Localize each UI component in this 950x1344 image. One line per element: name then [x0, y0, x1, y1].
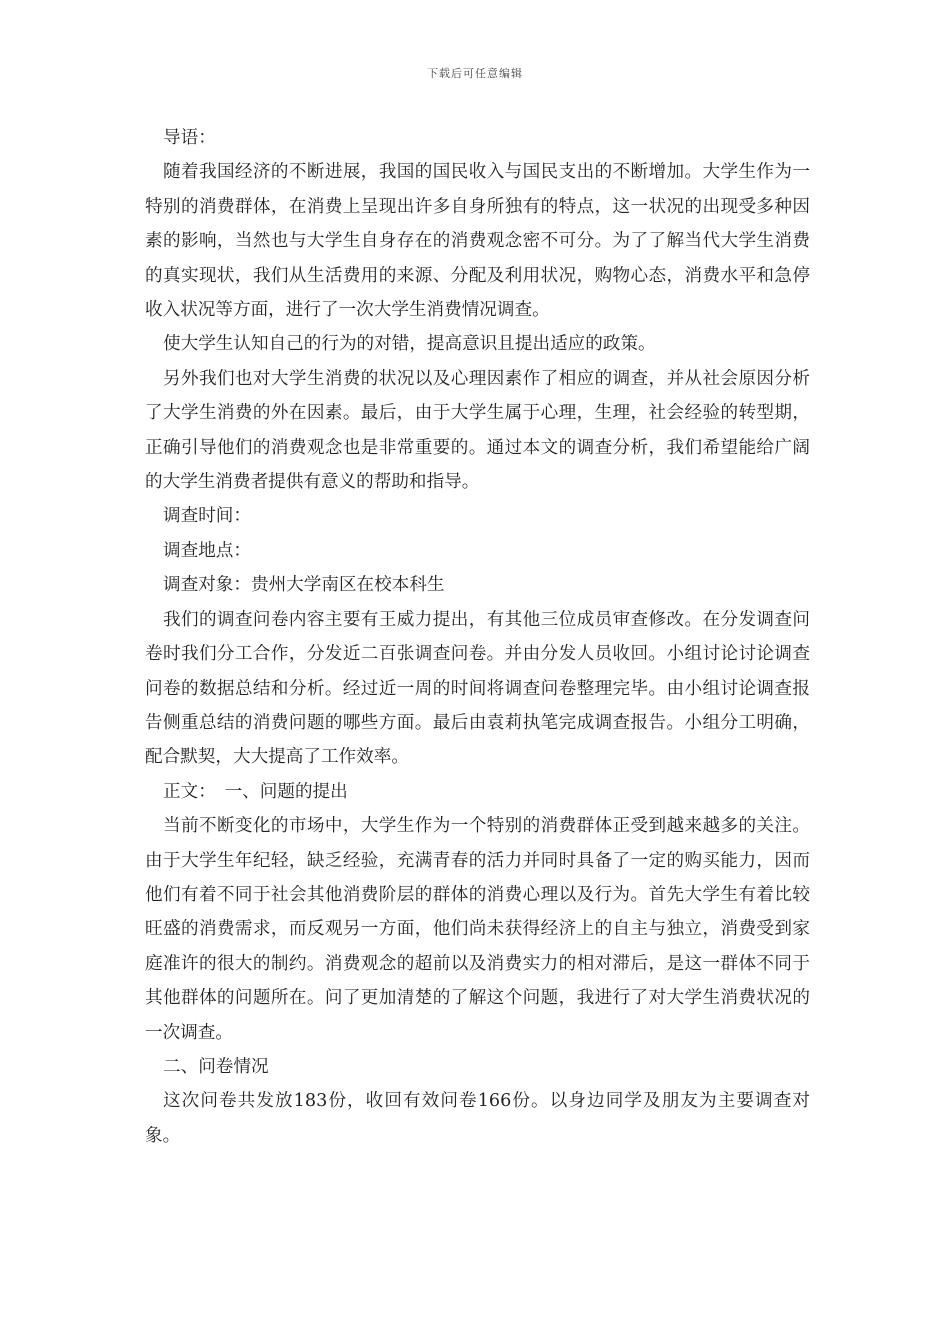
intro-paragraph: 随着我国经济的不断进展，我国的国民收入与国民支出的不断增加。大学生作为一特别的消费群体，在消费上呈现出许多自身所独有的特点，这一状况的出现受多种因素的影响，当然也与大学生自身存在的消费观念密不可分。为了了解当代大学生消费的真实现状，我们从生活费用的来源、分配及利用状况，购物心态，消费水平和急停收入状况等方面，进行了一次大学生消费情况调查。: [145, 162, 810, 321]
problem-paragraph: 当前不断变化的市场中，大学生作为一个特别的消费群体正受到越来越多的关注。由于大学生年纪轻，缺乏经验，充满青春的活力并同时具备了一定的购买能力，因而他们有着不同于社会其他消费阶层的群体的消费心理以及行为。首先大学生有着比较旺盛的消费需求，而反观另一方面，他们尚未获得经济上的自主与独立，消费受到家庭准许的很大的制约。消费观念的超前以及消费实力的相对滞后，是这一群体不同于其他群体的问题所在。问了更加清楚的了解这个问题，我进行了对大学生消费状况的一次调查。: [145, 816, 810, 1043]
intro-additional-paragraph: 另外我们也对大学生消费的状况以及心理因素作了相应的调查，并从社会原因分析了大学生消费的外在因素。最后，由于大学生属于心理，生理，社会经验的转型期，正确引导他们的消费观念也是非常重要的。通过本文的调查分析，我们希望能给广阔的大学生消费者提供有意义的帮助和指导。: [145, 368, 810, 493]
survey-location-line: 调查地点：: [163, 540, 251, 561]
survey-method-paragraph: 我们的调查问卷内容主要有王威力提出，有其他三位成员审查修改。在分发调查问卷时我们分工合作，分发近二百张调查问卷。并由分发人员收回。小组讨论讨论调查问卷的数据总结和分析。经过近一周的时间将调查问卷整理完毕。由小组讨论调查报告侧重总结的消费问题的哪些方面。最后由袁莉执笔完成调查报告。小组分工明确，配合默契，大大提高了工作效率。: [145, 609, 810, 768]
section-heading-questionnaire: 二、问卷情况: [163, 1056, 269, 1077]
document-body: [145, 121, 810, 1153]
section-heading-problem: 正文： 一、问题的提出: [163, 781, 348, 802]
page-header: 下载后可任意编辑: [427, 67, 523, 80]
survey-subjects-line: 调查对象：贵州大学南区在校本科生: [163, 575, 445, 596]
questionnaire-paragraph: 这次问卷共发放183份，收回有效问卷166份。以身边同学及朋友为主要调查对象。: [145, 1091, 810, 1146]
intro-purpose-paragraph: 使大学生认知自己的行为的对错，提高意识且提出适应的政策。: [163, 334, 656, 355]
intro-heading: 导语：: [163, 128, 216, 148]
survey-time-line: 调查时间：: [163, 506, 251, 527]
